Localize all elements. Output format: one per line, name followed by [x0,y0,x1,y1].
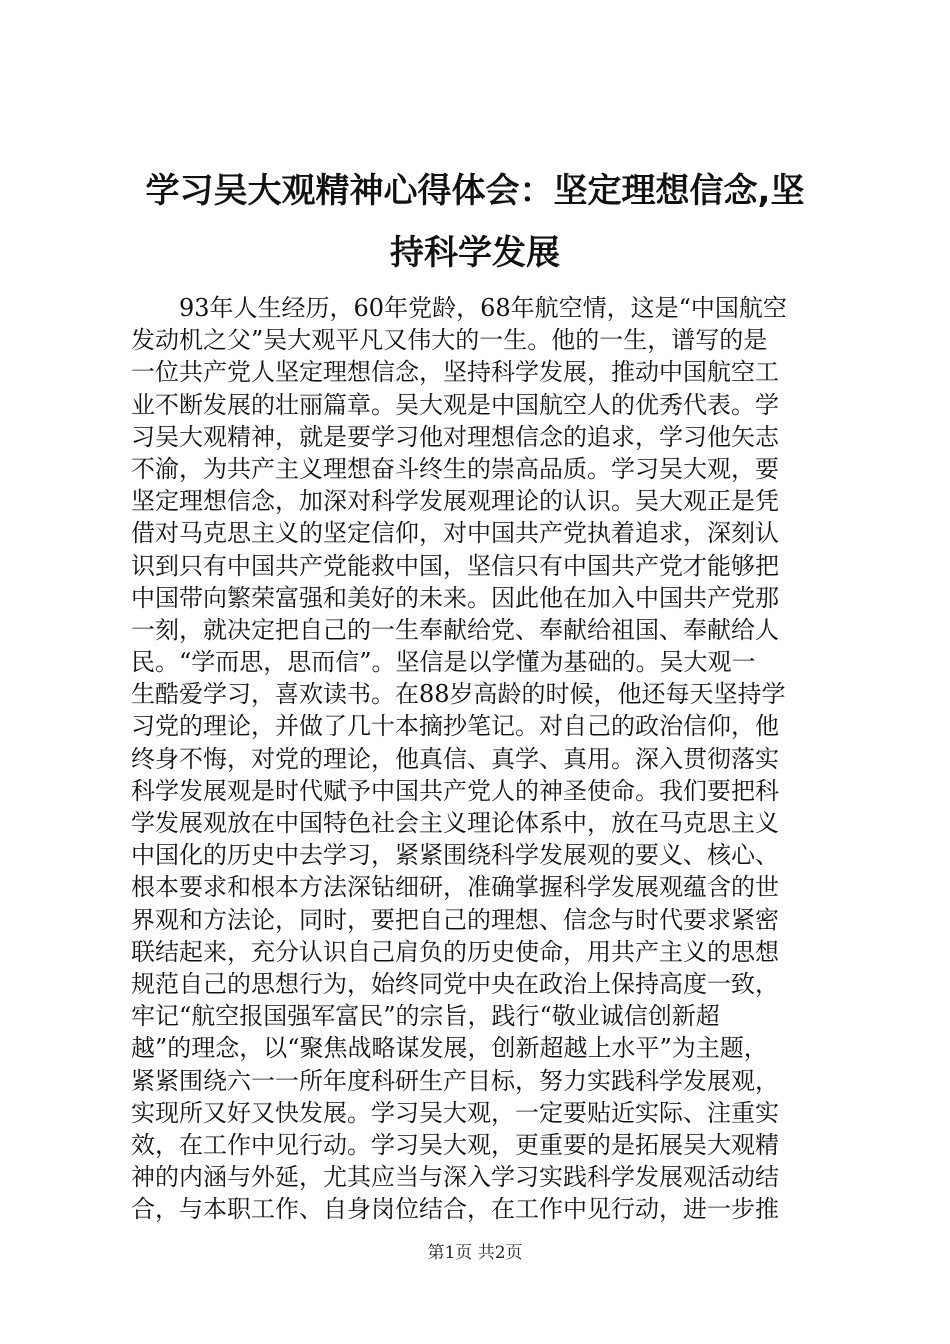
body-line: 识到只有中国共产党能救中国，坚信只有中国共产党才能够把 [131,551,779,580]
body-line: 生酷爱学习，喜欢读书。在88岁高龄的时候，他还每天坚持学 [131,680,786,709]
body-line: 业不断发展的壮丽篇章。吴大观是中国航空人的优秀代表。学 [131,390,779,419]
body-line: 民。“学而思，思而信”。坚信是以学懂为基础的。吴大观一 [131,648,756,677]
page-number-footer: 第1页 共2页 [427,1243,523,1263]
body-line: 不渝，为共产主义理想奋斗终生的崇高品质。学习吴大观，要 [131,454,779,483]
body-line: 实现所又好又快发展。学习吴大观，一定要贴近实际、注重实 [131,1098,779,1127]
body-line: 效，在工作中见行动。学习吴大观，更重要的是拓展吴大观精 [131,1130,779,1159]
body-line: 一刻，就决定把自己的一生奉献给党、奉献给祖国、奉献给人 [131,615,779,644]
body-line: 合，与本职工作、自身岗位结合，在工作中见行动，进一步推 [131,1195,779,1224]
body-line: 牢记“航空报国强军富民”的宗旨，践行“敬业诚信创新超 [131,1002,720,1031]
body-line: 神的内涵与外延，尤其应当与深入学习实践科学发展观活动结 [131,1163,779,1192]
body-line: 规范自己的思想行为，始终同党中央在政治上保持高度一致， [131,969,779,998]
body-line: 习党的理论，并做了几十本摘抄笔记。对自己的政治信仰，他 [131,712,779,741]
body-line: 中国化的历史中去学习，紧紧围绕科学发展观的要义、核心、 [131,841,779,870]
body-line: 借对马克思主义的坚定信仰，对中国共产党执着追求，深刻认 [131,519,779,548]
body-line: 中国带向繁荣富强和美好的未来。因此他在加入中国共产党那 [131,583,779,612]
body-line: 发动机之父”吴大观平凡又伟大的一生。他的一生，谱写的是 [131,326,768,355]
body-line: 越”的理念，以“聚焦战略谋发展，创新超越上水平”为主题， [131,1034,768,1063]
body-line: 紧紧围绕六一一所年度科研生产目标，努力实践科学发展观， [131,1066,779,1095]
body-line: 习吴大观精神，就是要学习他对理想信念的追求，学习他矢志 [131,422,779,451]
title-line-1: 学习吴大观精神心得体会：坚定理想信念,坚 [145,171,805,211]
body-line: 界观和方法论，同时，要把自己的理想、信念与时代要求紧密 [131,905,779,934]
body-line: 坚定理想信念，加深对科学发展观理论的认识。吴大观正是凭 [131,487,779,516]
body-line: 根本要求和根本方法深钻细研，准确掌握科学发展观蕴含的世 [131,873,779,902]
document-title [120,160,830,284]
body-line: 93年人生经历，60年党龄，68年航空情，这是“中国航空 [179,294,787,322]
body-line: 联结起来，充分认识自己肩负的历史使命，用共产主义的思想 [131,937,779,966]
body-line: 科学发展观是时代赋予中国共产党人的神圣使命。我们要把科 [131,776,779,805]
body-line: 学发展观放在中国特色社会主义理论体系中，放在马克思主义 [131,809,779,837]
title-line-2: 持科学发展 [390,233,560,273]
body-line: 一位共产党人坚定理想信念，坚持科学发展，推动中国航空工 [131,358,779,387]
body-paragraph [131,292,836,1225]
body-line: 终身不悔，对党的理论，他真信、真学、真用。深入贯彻落实 [131,744,779,773]
